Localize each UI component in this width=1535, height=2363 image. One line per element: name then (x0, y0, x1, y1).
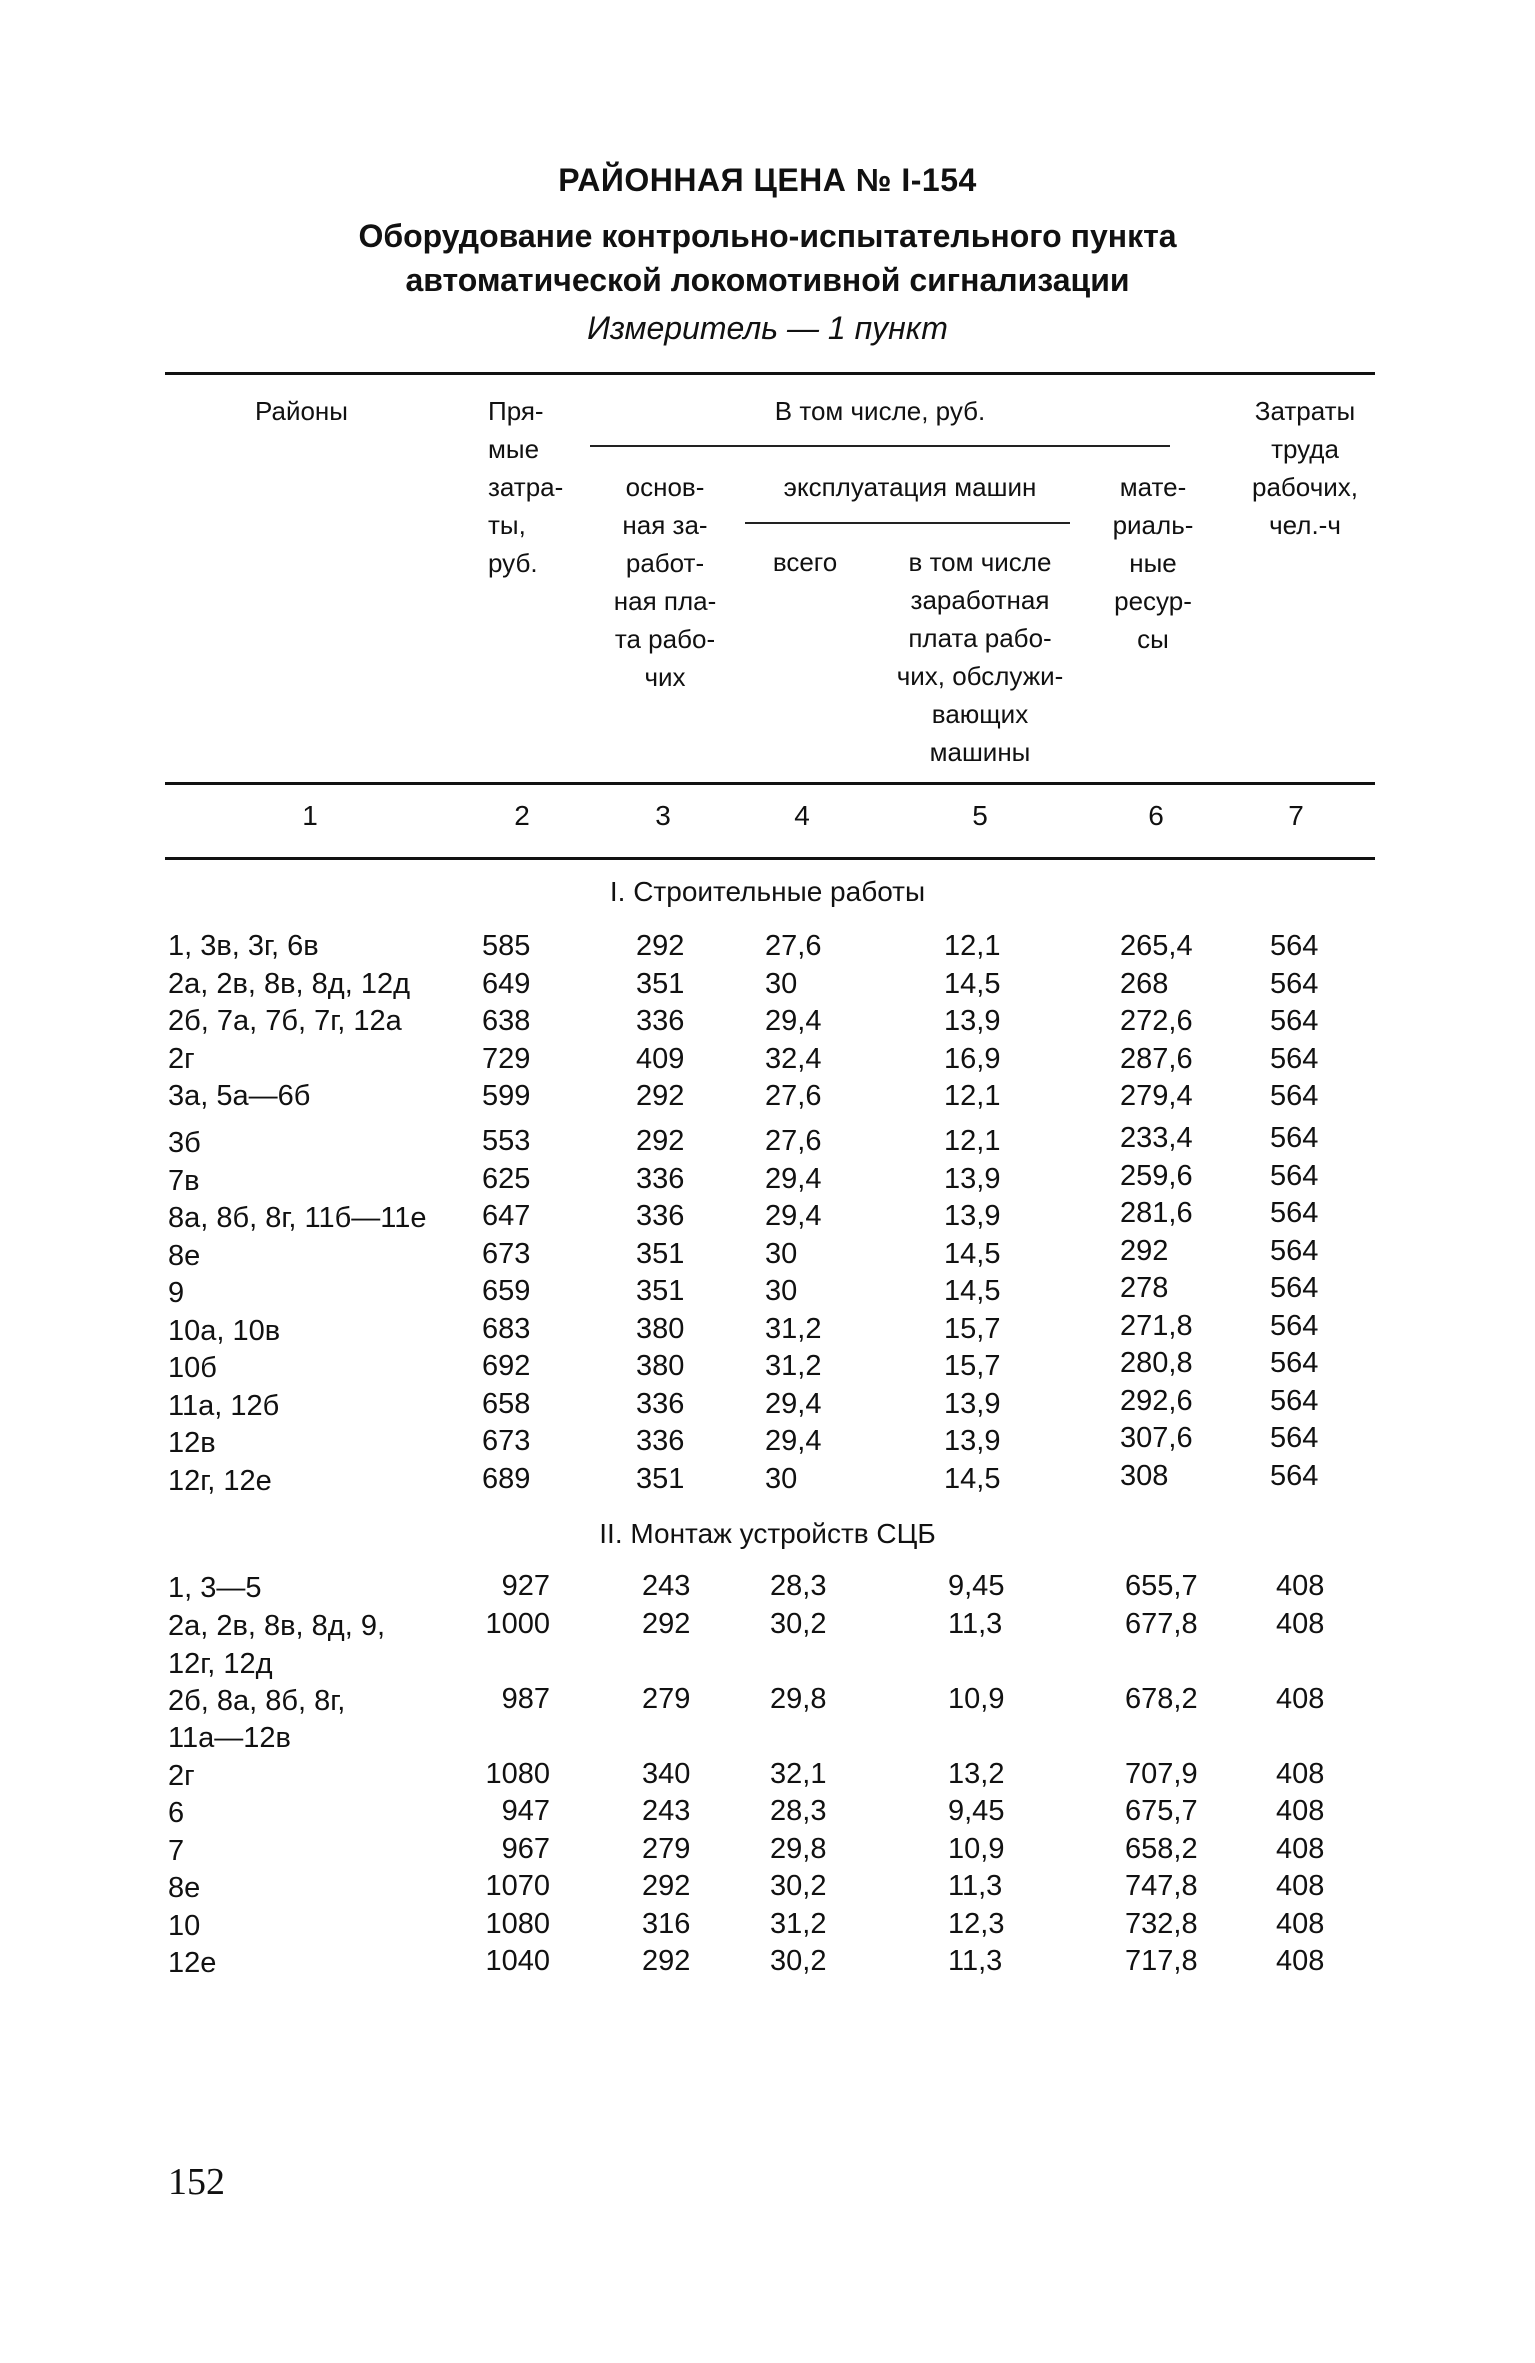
machines-cell: 30,2 (770, 1870, 827, 1902)
measure-unit: Измеритель — 1 пункт (587, 310, 948, 346)
wage-cell: 351 (636, 1275, 685, 1307)
machine-wage-cell: 14,5 (944, 968, 1001, 1000)
district-cell: 1, 3в, 3г, 6в (168, 930, 319, 962)
column-number-4: 4 (794, 800, 810, 831)
machine-wage-cell: 14,5 (944, 1238, 1001, 1270)
district-cell: 8а, 8б, 8г, 11б—11е (168, 1202, 427, 1234)
machine-wage-cell: 12,3 (948, 1908, 1005, 1940)
machines-cell: 30 (765, 1463, 798, 1495)
direct-cost-cell: 659 (482, 1275, 531, 1307)
wage-cell: 336 (636, 1163, 685, 1195)
labor-cell: 408 (1276, 1795, 1325, 1827)
direct-cost-cell: 689 (482, 1463, 531, 1495)
machine-wage-cell: 13,9 (944, 1005, 1001, 1037)
direct-cost-cell: 599 (482, 1080, 531, 1112)
machines-cell: 31,2 (770, 1908, 827, 1940)
materials-cell: 308 (1120, 1460, 1169, 1492)
wage-cell: 336 (636, 1200, 685, 1232)
machines-cell: 30,2 (770, 1608, 827, 1640)
materials-cell: 280,8 (1120, 1347, 1193, 1379)
direct-cost-cell: 692 (482, 1350, 531, 1382)
labor-cell: 408 (1276, 1908, 1325, 1940)
machines-cell: 28,3 (770, 1570, 827, 1602)
labor-cell: 564 (1270, 1272, 1319, 1304)
labor-cell: 564 (1270, 1005, 1319, 1037)
materials-cell: 268 (1120, 968, 1169, 1000)
district-cell: 2а, 2в, 8в, 8д, 9, (168, 1610, 386, 1642)
labor-cell: 564 (1270, 1197, 1319, 1229)
materials-cell: 707,9 (1125, 1758, 1198, 1790)
materials-cell: 678,2 (1125, 1683, 1198, 1715)
machine-wage-cell: 10,9 (948, 1833, 1005, 1865)
labor-cell: 408 (1276, 1870, 1325, 1902)
labor-cell: 408 (1276, 1608, 1325, 1640)
header-labor: Затраты труда рабочих, чел.-ч (1252, 396, 1358, 540)
direct-cost-cell: 673 (482, 1425, 531, 1457)
machine-wage-cell: 11,3 (948, 1870, 1003, 1902)
direct-cost-cell: 987 (501, 1683, 550, 1715)
direct-cost-cell: 927 (501, 1570, 550, 1602)
district-cell: 1, 3—5 (168, 1572, 262, 1604)
machines-cell: 27,6 (765, 930, 822, 962)
header-basic-wage: основ- ная за- работ- ная пла- та рабо- чих (613, 472, 717, 692)
direct-cost-cell: 1080 (485, 1758, 550, 1790)
wage-cell: 279 (642, 1833, 691, 1865)
materials-cell: 675,7 (1125, 1795, 1198, 1827)
machines-rule (745, 522, 1070, 524)
materials-cell: 279,4 (1120, 1080, 1193, 1112)
wage-cell: 336 (636, 1388, 685, 1420)
machines-cell: 31,2 (765, 1313, 822, 1345)
wage-cell: 351 (636, 968, 685, 1000)
header-including: В том числе, руб. (774, 396, 986, 426)
machines-cell: 29,8 (770, 1683, 827, 1715)
direct-cost-cell: 658 (482, 1388, 531, 1420)
labor-cell: 408 (1276, 1833, 1325, 1865)
subtitle-line-2: автоматической локомотивной сигнализации (405, 262, 1130, 298)
district-cell: 2б, 7а, 7б, 7г, 12а (168, 1005, 402, 1037)
direct-cost-cell: 1040 (485, 1945, 550, 1977)
header-direct-costs: Пря- мые затра- ты, руб. (488, 396, 564, 578)
direct-cost-cell: 647 (482, 1200, 531, 1232)
including-rule (590, 445, 1170, 447)
materials-cell: 272,6 (1120, 1005, 1193, 1037)
machines-cell: 27,6 (765, 1125, 822, 1157)
header-districts: Районы (255, 396, 348, 426)
labor-cell: 564 (1270, 1122, 1319, 1154)
materials-cell: 292 (1120, 1235, 1169, 1267)
district-cell: 6 (168, 1797, 185, 1829)
district-cell: 7в (168, 1165, 200, 1197)
subtitle-line-1: Оборудование контрольно-испытательного пункта (358, 218, 1177, 254)
district-cell: 8е (168, 1240, 201, 1272)
header-machines-total: всего (772, 547, 838, 577)
section-title-installation: II. Монтаж устройств СЦБ (599, 1518, 936, 1549)
direct-cost-cell: 967 (501, 1833, 550, 1865)
labor-cell: 564 (1270, 1347, 1319, 1379)
wage-cell: 243 (642, 1570, 691, 1602)
district-cell-continuation: 11а—12в (168, 1722, 291, 1754)
wage-cell: 316 (642, 1908, 691, 1940)
labor-cell: 564 (1270, 1422, 1319, 1454)
labor-cell: 564 (1270, 1080, 1319, 1112)
labor-cell: 564 (1270, 1310, 1319, 1342)
page-title: РАЙОННАЯ ЦЕНА № I-154 (558, 162, 977, 198)
machines-cell: 29,8 (770, 1833, 827, 1865)
machine-wage-cell: 12,1 (944, 1125, 1001, 1157)
machines-cell: 30,2 (770, 1945, 827, 1977)
machine-wage-cell: 15,7 (944, 1350, 1001, 1382)
machines-cell: 29,4 (765, 1163, 822, 1195)
machine-wage-cell: 10,9 (948, 1683, 1005, 1715)
materials-cell: 271,8 (1120, 1310, 1193, 1342)
table-top-rule (165, 372, 1375, 375)
labor-cell: 564 (1270, 1160, 1319, 1192)
machine-wage-cell: 11,3 (948, 1608, 1003, 1640)
labor-cell: 564 (1270, 1460, 1319, 1492)
column-number-2: 2 (514, 800, 530, 831)
district-cell: 2а, 2в, 8в, 8д, 12д (168, 968, 411, 1000)
wage-cell: 243 (642, 1795, 691, 1827)
machines-cell: 29,4 (765, 1005, 822, 1037)
labor-cell: 564 (1270, 1235, 1319, 1267)
materials-cell: 307,6 (1120, 1422, 1193, 1454)
materials-cell: 281,6 (1120, 1197, 1193, 1229)
district-cell: 9 (168, 1277, 185, 1309)
labor-cell: 564 (1270, 930, 1319, 962)
column-number-1: 1 (302, 800, 318, 831)
labor-cell: 564 (1270, 1385, 1319, 1417)
wage-cell: 292 (636, 1125, 685, 1157)
materials-cell: 747,8 (1125, 1870, 1198, 1902)
district-cell: 12в (168, 1427, 216, 1459)
materials-cell: 658,2 (1125, 1833, 1198, 1865)
materials-cell: 265,4 (1120, 930, 1193, 962)
direct-cost-cell: 1070 (485, 1870, 550, 1902)
machines-cell: 30 (765, 1275, 798, 1307)
machines-cell: 29,4 (765, 1388, 822, 1420)
wage-cell: 409 (636, 1043, 685, 1075)
direct-cost-cell: 947 (501, 1795, 550, 1827)
machines-cell: 32,1 (770, 1758, 827, 1790)
district-cell: 3а, 5а—6б (168, 1080, 311, 1112)
labor-cell: 408 (1276, 1945, 1325, 1977)
direct-cost-cell: 1080 (485, 1908, 550, 1940)
machines-cell: 31,2 (765, 1350, 822, 1382)
direct-cost-cell: 585 (482, 930, 531, 962)
district-cell: 2б, 8а, 8б, 8г, (168, 1685, 346, 1717)
machine-wage-cell: 9,45 (948, 1795, 1005, 1827)
labor-cell: 564 (1270, 1043, 1319, 1075)
machines-cell: 28,3 (770, 1795, 827, 1827)
machine-wage-cell: 16,9 (944, 1043, 1001, 1075)
machine-wage-cell: 15,7 (944, 1313, 1001, 1345)
header-bottom-rule (165, 782, 1375, 785)
machine-wage-cell: 14,5 (944, 1463, 1001, 1495)
materials-cell: 259,6 (1120, 1160, 1193, 1192)
machine-wage-cell: 14,5 (944, 1275, 1001, 1307)
wage-cell: 292 (642, 1870, 691, 1902)
wage-cell: 380 (636, 1350, 685, 1382)
wage-cell: 351 (636, 1238, 685, 1270)
machines-cell: 27,6 (765, 1080, 822, 1112)
labor-cell: 408 (1276, 1758, 1325, 1790)
machine-wage-cell: 13,9 (944, 1425, 1001, 1457)
labor-cell: 408 (1276, 1570, 1325, 1602)
materials-cell: 677,8 (1125, 1608, 1198, 1640)
machines-cell: 29,4 (765, 1425, 822, 1457)
column-number-3: 3 (655, 800, 671, 831)
header-machine-operation: эксплуатация машин (783, 472, 1037, 502)
wage-cell: 292 (636, 930, 685, 962)
district-cell: 7 (168, 1835, 185, 1867)
district-cell: 10б (168, 1352, 217, 1384)
materials-cell: 292,6 (1120, 1385, 1193, 1417)
header-machines-wage: в том числе заработная плата рабо- чих, обслужи- вающих машины (896, 547, 1064, 767)
district-cell: 12е (168, 1947, 217, 1979)
machine-wage-cell: 13,9 (944, 1200, 1001, 1232)
materials-cell: 278 (1120, 1272, 1169, 1304)
wage-cell: 340 (642, 1758, 691, 1790)
direct-cost-cell: 638 (482, 1005, 531, 1037)
direct-cost-cell: 649 (482, 968, 531, 1000)
section-title-construction: I. Строительные работы (609, 876, 926, 907)
machines-cell: 30 (765, 1238, 798, 1270)
wage-cell: 279 (642, 1683, 691, 1715)
materials-cell: 732,8 (1125, 1908, 1198, 1940)
machine-wage-cell: 11,3 (948, 1945, 1003, 1977)
header-materials: мате- риаль- ные ресур- сы (1112, 472, 1194, 654)
machines-cell: 29,4 (765, 1200, 822, 1232)
machine-wage-cell: 13,9 (944, 1388, 1001, 1420)
materials-cell: 287,6 (1120, 1043, 1193, 1075)
machine-wage-cell: 12,1 (944, 930, 1001, 962)
direct-cost-cell: 729 (482, 1043, 531, 1075)
district-cell: 12г, 12е (168, 1465, 272, 1497)
machine-wage-cell: 12,1 (944, 1080, 1001, 1112)
machine-wage-cell: 9,45 (948, 1570, 1005, 1602)
page-number: 152 (168, 2161, 225, 2203)
wage-cell: 292 (636, 1080, 685, 1112)
column-number-5: 5 (972, 800, 988, 831)
materials-cell: 655,7 (1125, 1570, 1198, 1602)
district-cell: 8е (168, 1872, 201, 1904)
materials-cell: 717,8 (1125, 1945, 1198, 1977)
district-cell: 2г (168, 1043, 195, 1075)
machines-cell: 30 (765, 968, 798, 1000)
district-cell: 11а, 12б (168, 1390, 280, 1422)
district-cell: 2г (168, 1760, 195, 1792)
machine-wage-cell: 13,9 (944, 1163, 1001, 1195)
wage-cell: 351 (636, 1463, 685, 1495)
column-number-7: 7 (1288, 800, 1304, 831)
labor-cell: 408 (1276, 1683, 1325, 1715)
direct-cost-cell: 1000 (485, 1608, 550, 1640)
district-cell: 3б (168, 1127, 201, 1159)
direct-cost-cell: 683 (482, 1313, 531, 1345)
wage-cell: 292 (642, 1608, 691, 1640)
machines-cell: 32,4 (765, 1043, 822, 1075)
direct-cost-cell: 673 (482, 1238, 531, 1270)
wage-cell: 336 (636, 1425, 685, 1457)
wage-cell: 336 (636, 1005, 685, 1037)
district-cell: 10 (168, 1910, 201, 1942)
column-numbers-rule (165, 857, 1375, 860)
materials-cell: 233,4 (1120, 1122, 1193, 1154)
district-cell-continuation: 12г, 12д (168, 1648, 273, 1680)
machine-wage-cell: 13,2 (948, 1758, 1005, 1790)
wage-cell: 380 (636, 1313, 685, 1345)
district-cell: 10а, 10в (168, 1315, 281, 1347)
direct-cost-cell: 553 (482, 1125, 531, 1157)
column-number-6: 6 (1148, 800, 1164, 831)
direct-cost-cell: 625 (482, 1163, 531, 1195)
wage-cell: 292 (642, 1945, 691, 1977)
labor-cell: 564 (1270, 968, 1319, 1000)
